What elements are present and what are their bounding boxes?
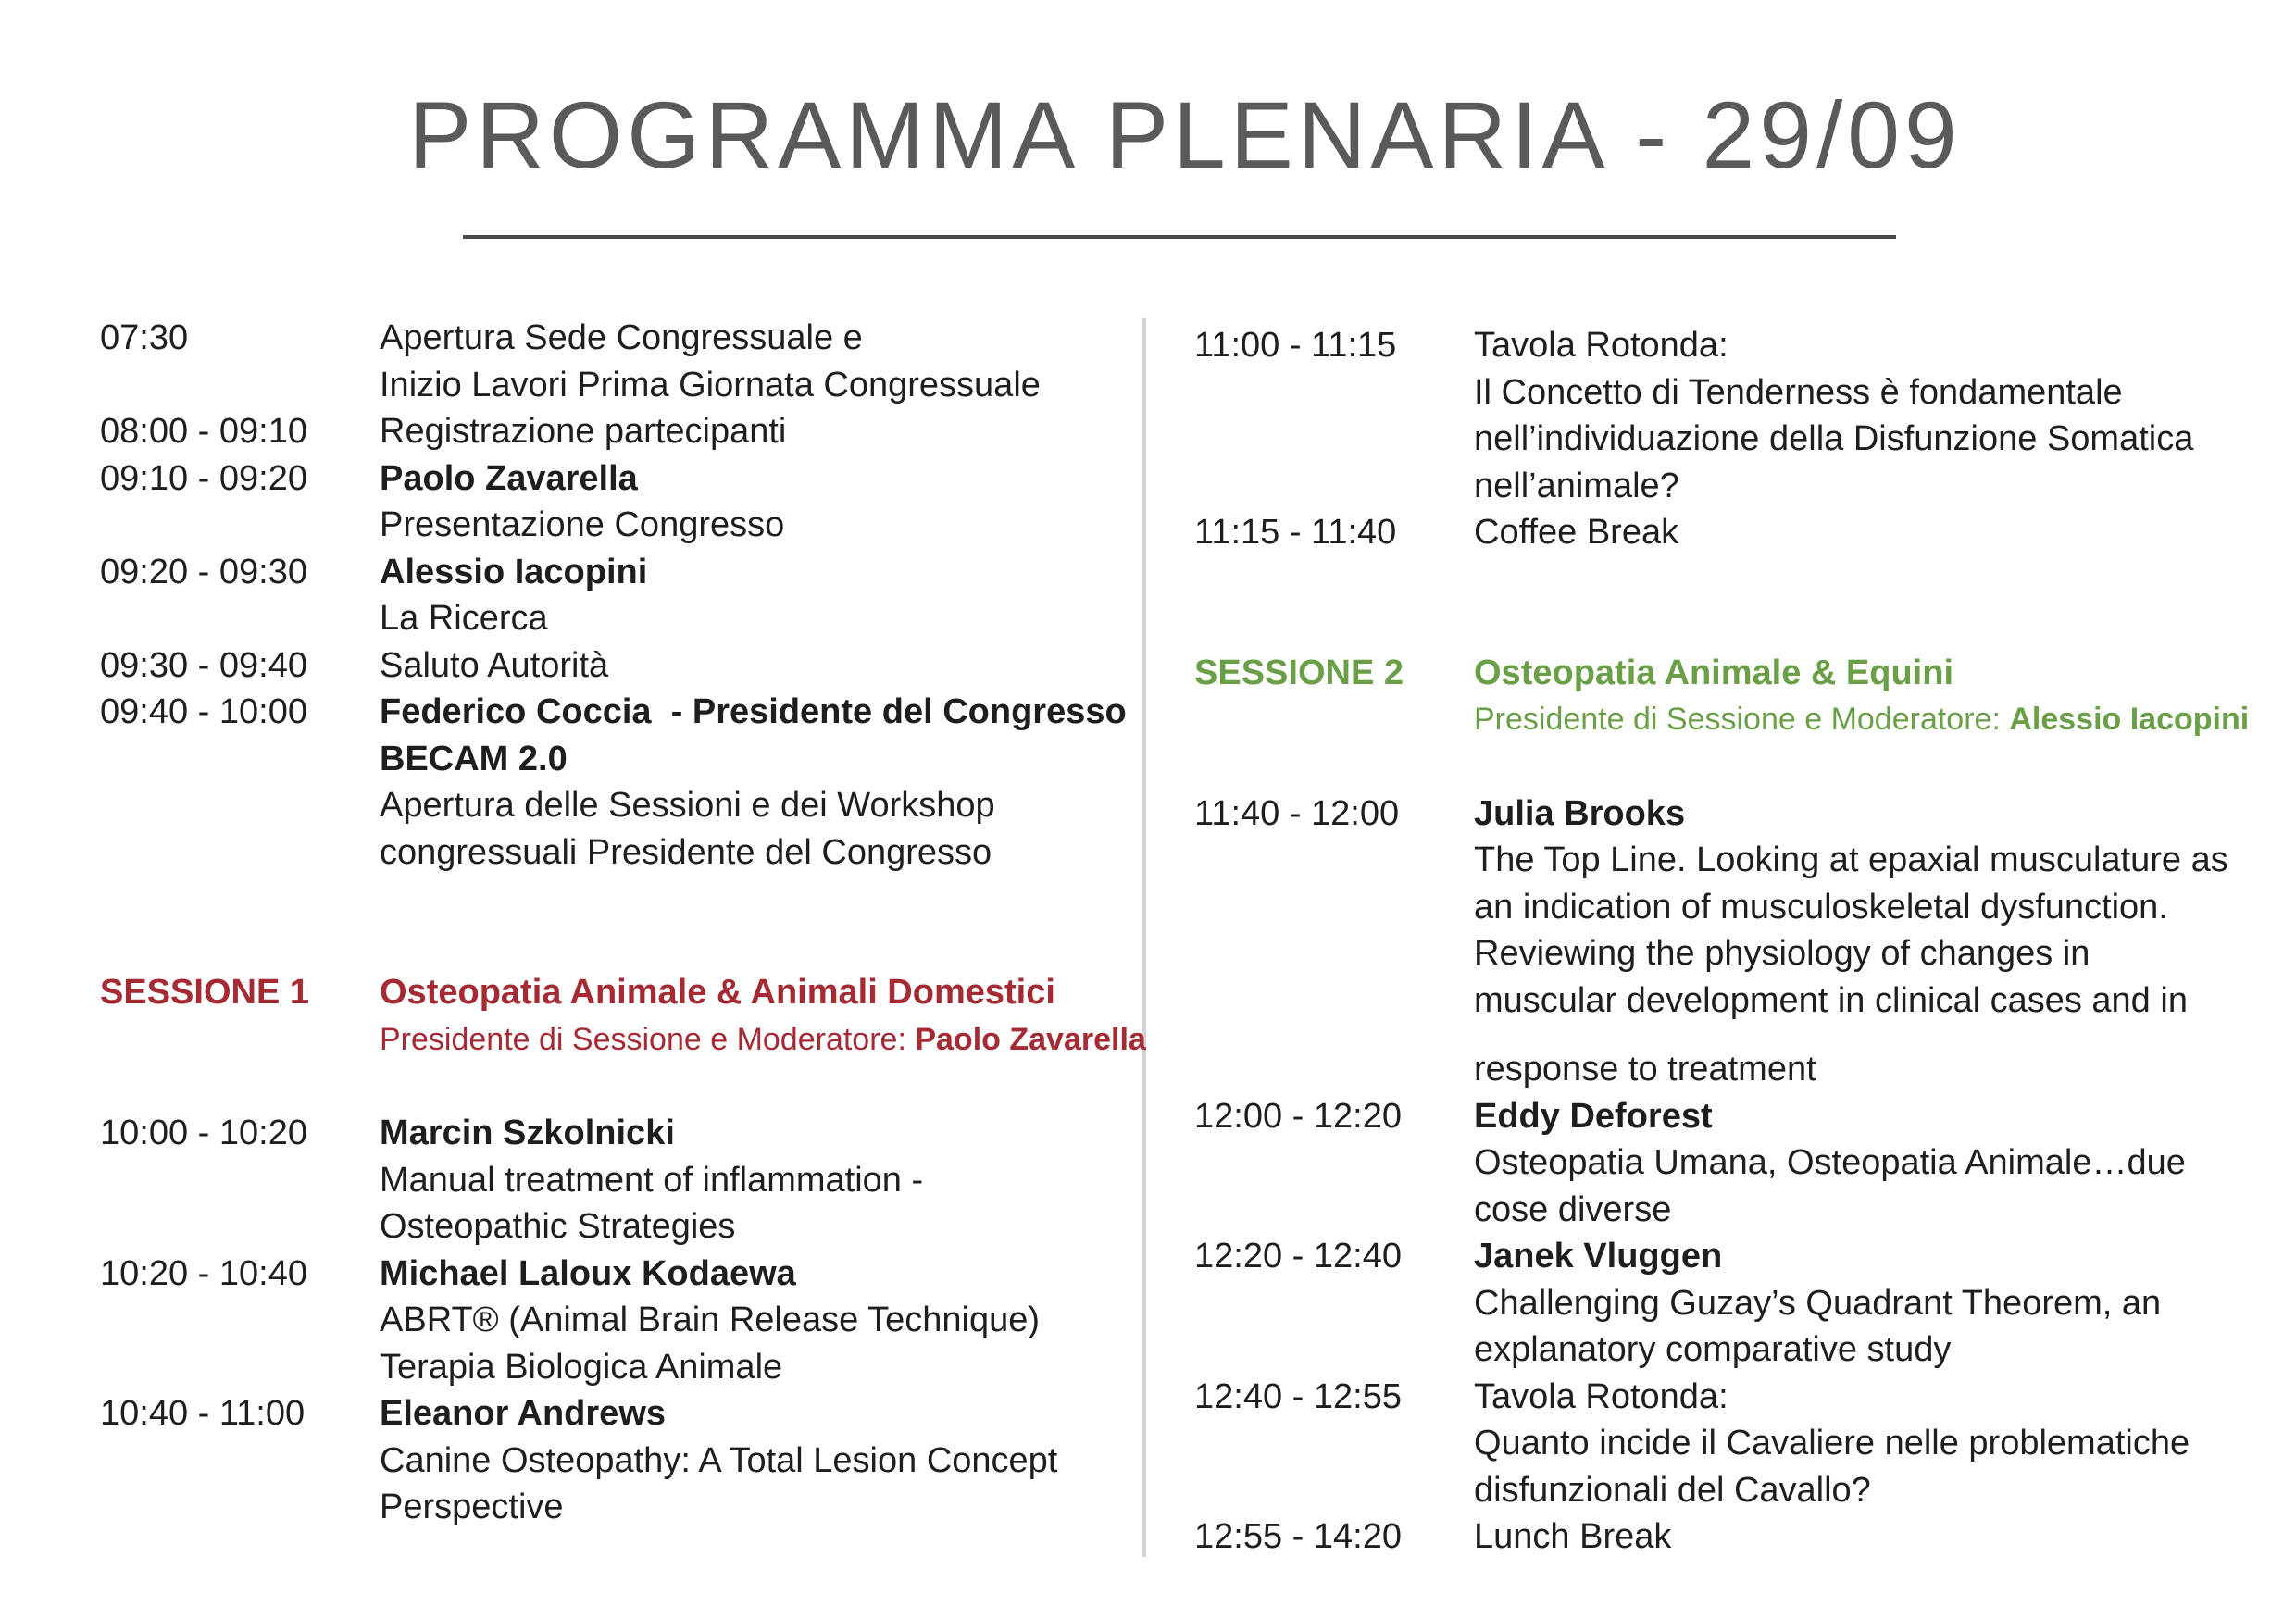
- description: [1474, 1093, 2268, 1234]
- schedule-row: [100, 642, 1128, 690]
- description-line: congressuali Presidente del Congresso: [380, 832, 992, 872]
- description-line: Inizio Lavori Prima Giornata Congressuale: [380, 365, 1041, 404]
- description: [1474, 1513, 2268, 1561]
- description-line: Perspective: [380, 1487, 564, 1526]
- description-line: Il Concetto di Tenderness è fondamentale: [1474, 372, 2123, 412]
- speaker-name: Eddy Deforest: [1474, 1096, 1713, 1136]
- description: [380, 1110, 1128, 1251]
- description: [1474, 790, 2268, 1093]
- description-line: Tavola Rotonda:: [1474, 326, 1728, 365]
- schedule-row: [100, 408, 1128, 455]
- schedule-row: [100, 1390, 1128, 1531]
- time-slot: 11:15 - 11:40: [1194, 513, 1397, 552]
- description-line: Osteopathic Strategies: [380, 1207, 736, 1246]
- schedule-row: [100, 549, 1128, 642]
- right-column: [1194, 322, 2268, 1561]
- session-info: [1474, 650, 2268, 743]
- description-line: Canine Osteopathy: A Total Lesion Concept: [380, 1440, 1058, 1480]
- time-slot: 10:00 - 10:20: [100, 1114, 307, 1152]
- session-info: [380, 969, 1146, 1063]
- moderator-prefix: Presidente di Sessione e Moderatore:: [1474, 702, 2001, 737]
- description-line: Manual treatment of inflammation -: [380, 1160, 924, 1200]
- session-header: [100, 969, 1146, 1063]
- description: [380, 549, 1128, 642]
- time-slot: 09:30 - 09:40: [100, 645, 307, 685]
- description-line: response to treatment: [1474, 1050, 1816, 1089]
- moderator-name: Paolo Zavarella: [915, 1021, 1146, 1057]
- description-line: Reviewing the physiology of changes in: [1474, 934, 2090, 973]
- schedule-row: [100, 1110, 1128, 1251]
- description: [1474, 322, 2268, 509]
- description-line: Osteopatia Umana, Osteopatia Animale…due: [1474, 1143, 2186, 1182]
- description: [380, 455, 1128, 549]
- schedule-row: [1194, 1093, 2268, 1234]
- description-line: Terapia Biologica Animale: [380, 1347, 783, 1387]
- time-slot: 12:55 - 14:20: [1194, 1517, 1402, 1556]
- moderator-prefix: Presidente di Sessione e Moderatore:: [380, 1021, 906, 1057]
- description-line: The Top Line. Looking at epaxial musculature as: [1474, 840, 2228, 879]
- time-slot: 09:10 - 09:20: [100, 458, 307, 498]
- description: [380, 1390, 1128, 1531]
- column-divider: [1142, 318, 1146, 1557]
- description-line: nell’individuazione della Disfunzione Somatica: [1474, 419, 2194, 458]
- time-slot: 08:00 - 09:10: [100, 412, 307, 451]
- page-title: PROGRAMMA PLENARIA - 29/09: [408, 82, 1962, 188]
- speaker-name: Michael Laloux Kodaewa: [380, 1253, 796, 1293]
- schedule-row: [100, 689, 1128, 876]
- description-line: Tavola Rotonda:: [1474, 1376, 1728, 1416]
- time-slot: 10:20 - 10:40: [100, 1253, 307, 1293]
- description-line: disfunzionali del Cavallo?: [1474, 1470, 1871, 1510]
- time-slot: 09:20 - 09:30: [100, 552, 307, 591]
- description: [380, 315, 1128, 408]
- description-line: Challenging Guzay’s Quadrant Theorem, an: [1474, 1283, 2162, 1323]
- session-title: Osteopatia Animale & Animali Domestici: [380, 973, 1055, 1012]
- description-line: Coffee Break: [1474, 513, 1679, 552]
- description: [380, 408, 1128, 455]
- schedule-row: [1194, 790, 2268, 1093]
- session-label: SESSIONE 2: [1194, 653, 1404, 692]
- session-header: [1194, 650, 2268, 743]
- speaker-name: Alessio Iacopini: [380, 552, 648, 591]
- session-moderator: [1474, 696, 2268, 743]
- title-divider: [463, 235, 1896, 239]
- time-slot: 11:40 - 12:00: [1194, 793, 1400, 833]
- time-slot: 12:40 - 12:55: [1194, 1376, 1402, 1416]
- description: [380, 689, 1128, 876]
- description-line: Quanto incide il Cavaliere nelle problematiche: [1474, 1424, 2190, 1462]
- description: [380, 1251, 1128, 1391]
- description-line: an indication of musculoskeletal dysfunction.: [1474, 887, 2168, 927]
- description-line: Registrazione partecipanti: [380, 412, 787, 451]
- time-slot: 12:20 - 12:40: [1194, 1237, 1402, 1276]
- time-slot: 09:40 - 10:00: [100, 692, 307, 731]
- session-label: SESSIONE 1: [100, 973, 309, 1012]
- schedule-row: [100, 1251, 1128, 1391]
- moderator-name: Alessio Iacopini: [2009, 702, 2250, 737]
- description: [1474, 1233, 2268, 1374]
- schedule-row: [1194, 1374, 2268, 1514]
- description: [1474, 1374, 2268, 1514]
- speaker-name: Marcin Szkolnicki: [380, 1114, 675, 1152]
- schedule-row: [1194, 509, 2268, 556]
- description-line: Presentazione Congresso: [380, 505, 785, 544]
- speaker-name: Julia Brooks: [1474, 793, 1686, 833]
- description: [1474, 509, 2268, 556]
- description-line: Apertura Sede Congressuale e: [380, 318, 863, 357]
- speaker-name: Paolo Zavarella: [380, 458, 638, 498]
- description-line: nell’animale?: [1474, 466, 1679, 505]
- description-line: muscular development in clinical cases and in: [1474, 980, 2188, 1020]
- speaker-name: Eleanor Andrews: [380, 1394, 667, 1433]
- speaker-name: Federico Coccia - Presidente del Congresso: [380, 692, 1127, 731]
- time-slot: 11:00 - 11:15: [1194, 326, 1397, 365]
- time-slot: 12:00 - 12:20: [1194, 1096, 1402, 1136]
- speaker-name: BECAM 2.0: [380, 739, 568, 778]
- description-line: Lunch Break: [1474, 1517, 1672, 1556]
- schedule-row: [1194, 322, 2268, 509]
- description-line: explanatory comparative study: [1474, 1330, 1952, 1369]
- description-line: Saluto Autorità: [380, 645, 609, 685]
- time-slot: 07:30: [100, 318, 189, 357]
- left-column: [100, 315, 1146, 1531]
- session-moderator: [380, 1016, 1146, 1064]
- description: [380, 642, 1128, 690]
- description-line: La Ricerca: [380, 599, 548, 638]
- description-line: Apertura delle Sessioni e dei Workshop: [380, 786, 995, 825]
- time-slot: 10:40 - 11:00: [100, 1394, 306, 1433]
- schedule-row: [1194, 1513, 2268, 1561]
- schedule-row: [100, 315, 1128, 408]
- schedule-row: [100, 455, 1128, 549]
- description-line: ABRT® (Animal Brain Release Technique): [380, 1301, 1041, 1339]
- schedule-row: [1194, 1233, 2268, 1374]
- description-line: cose diverse: [1474, 1189, 1672, 1229]
- speaker-name: Janek Vluggen: [1474, 1237, 1723, 1276]
- session-title: Osteopatia Animale & Equini: [1474, 653, 1954, 692]
